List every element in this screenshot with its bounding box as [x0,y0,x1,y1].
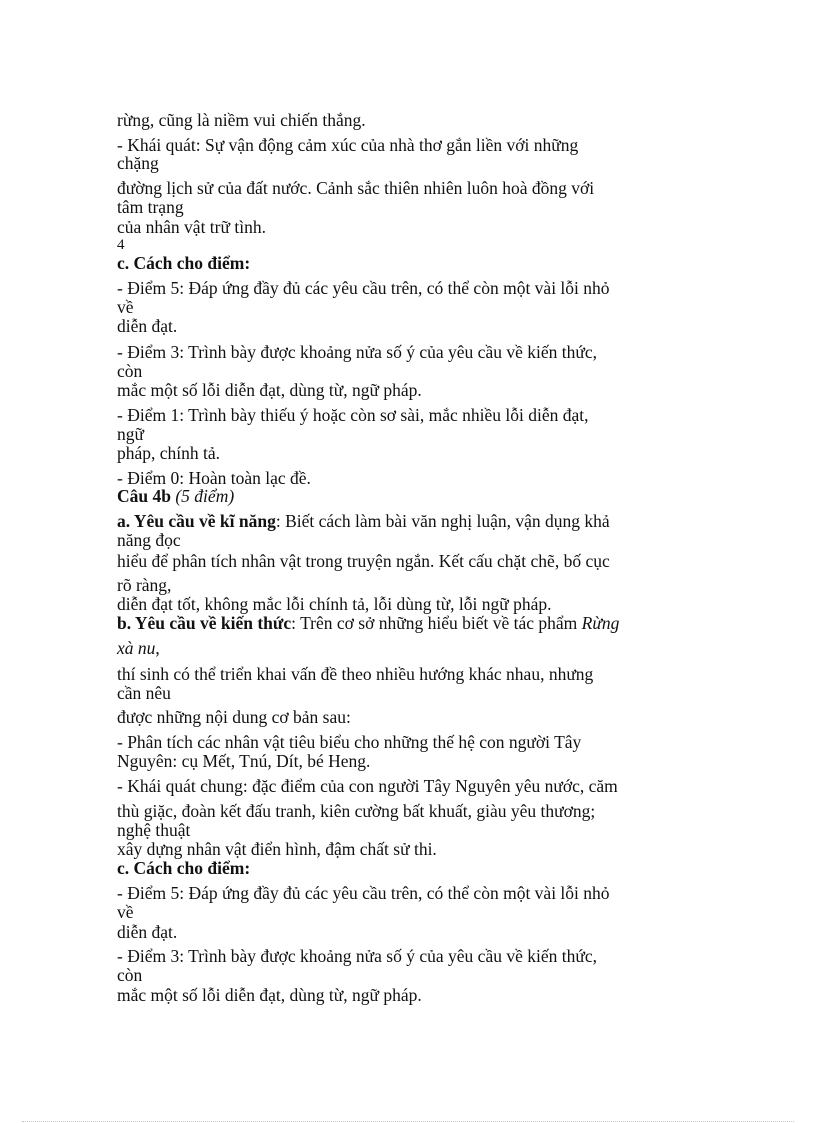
text-line: rõ ràng, [117,575,172,595]
skill-requirement-heading: a. Yêu cầu về kĩ năng [117,511,276,531]
text-line: - Phân tích các nhân vật tiêu biểu cho những thế hệ con người Tây [117,732,582,752]
text-line: diễn đạt tốt, không mắc lỗi chính tả, lỗi dùng từ, lỗi ngữ pháp. [117,594,552,614]
text-line: - Khái quát: Sự vận động cảm xúc của nhà thơ gắn liền với những [117,135,579,155]
text-line: - Điểm 3: Trình bày được khoảng nửa số ý của yêu cầu về kiến thức, [117,342,597,362]
text-line: còn [117,361,143,381]
text-line: của nhân vật trữ tình. [117,217,266,237]
text-line: - Khái quát chung: đặc điểm của con người Tây Nguyên yêu nước, căm [117,776,618,796]
question-heading [117,488,234,506]
text-line: nghệ thuật [117,820,191,840]
text-line: pháp, chính tả. [117,443,221,463]
work-title-part: Rừng [581,613,620,633]
knowledge-requirement-heading: b. Yêu cầu về kiến thức [117,613,292,633]
text-line: mắc một số lỗi diễn đạt, dùng từ, ngữ pháp. [117,380,422,400]
text-line: cần nêu [117,683,171,703]
text-line: thí sinh có thể triển khai vấn đề theo nhiều hướng khác nhau, nhưng [117,664,594,684]
text-line: - Điểm 5: Đáp ứng đầy đủ các yêu cầu trên, có thể còn một vài lỗi nhỏ [117,883,610,903]
punctuation: , [155,638,160,658]
text-line: hiểu để phân tích nhân vật trong truyện ngắn. Kết cấu chặt chẽ, bố cục [117,551,610,571]
page-bottom-rule [22,1121,794,1122]
text-line: rừng, cũng là niềm vui chiến thắng. [117,110,366,130]
text-line: năng đọc [117,530,181,550]
text-line: diễn đạt. [117,316,178,336]
text-line [117,640,160,658]
page-number: 4 [117,237,125,253]
question-label: Câu 4b [117,486,171,506]
text-line: - Điểm 3: Trình bày được khoảng nửa số ý của yêu cầu về kiến thức, [117,946,597,966]
text-line: tâm trạng [117,197,184,217]
section-heading: c. Cách cho điểm: [117,858,251,878]
text-line: diễn đạt. [117,922,178,942]
text-line: - Điểm 1: Trình bày thiếu ý hoặc còn sơ sài, mắc nhiều lỗi diễn đạt, [117,405,589,425]
text-line: - Điểm 0: Hoàn toàn lạc đề. [117,468,311,488]
text-line: Nguyên: cụ Mết, Tnú, Dít, bé Heng. [117,751,371,771]
text-line: chặng [117,153,159,173]
text-line: đường lịch sử của đất nước. Cảnh sắc thiên nhiên luôn hoà đồng với [117,178,595,198]
text-line: mắc một số lỗi diễn đạt, dùng từ, ngữ pháp. [117,985,422,1005]
section-heading: c. Cách cho điểm: [117,253,251,273]
knowledge-requirement-text: : Trên cơ sở những hiểu biết về tác phẩm [291,613,578,633]
text-line: về [117,297,134,317]
text-line: thù giặc, đoàn kết đấu tranh, kiên cường bất khuất, giàu yêu thương; [117,801,596,821]
question-points: (5 điểm) [175,486,235,506]
work-title-part: xà nu [117,638,156,658]
skill-requirement-text: : Biết cách làm bài văn nghị luận, vận dụng khả [275,511,610,531]
text-line: - Điểm 5: Đáp ứng đầy đủ các yêu cầu trên, có thể còn một vài lỗi nhỏ [117,278,610,298]
text-line: về [117,902,134,922]
text-line: còn [117,965,143,985]
text-line: ngữ [117,424,144,444]
text-line: xây dựng nhân vật điển hình, đậm chất sử thi. [117,839,437,859]
text-line: được những nội dung cơ bản sau: [117,707,351,727]
requirement-line [117,615,619,633]
requirement-line [117,513,610,531]
